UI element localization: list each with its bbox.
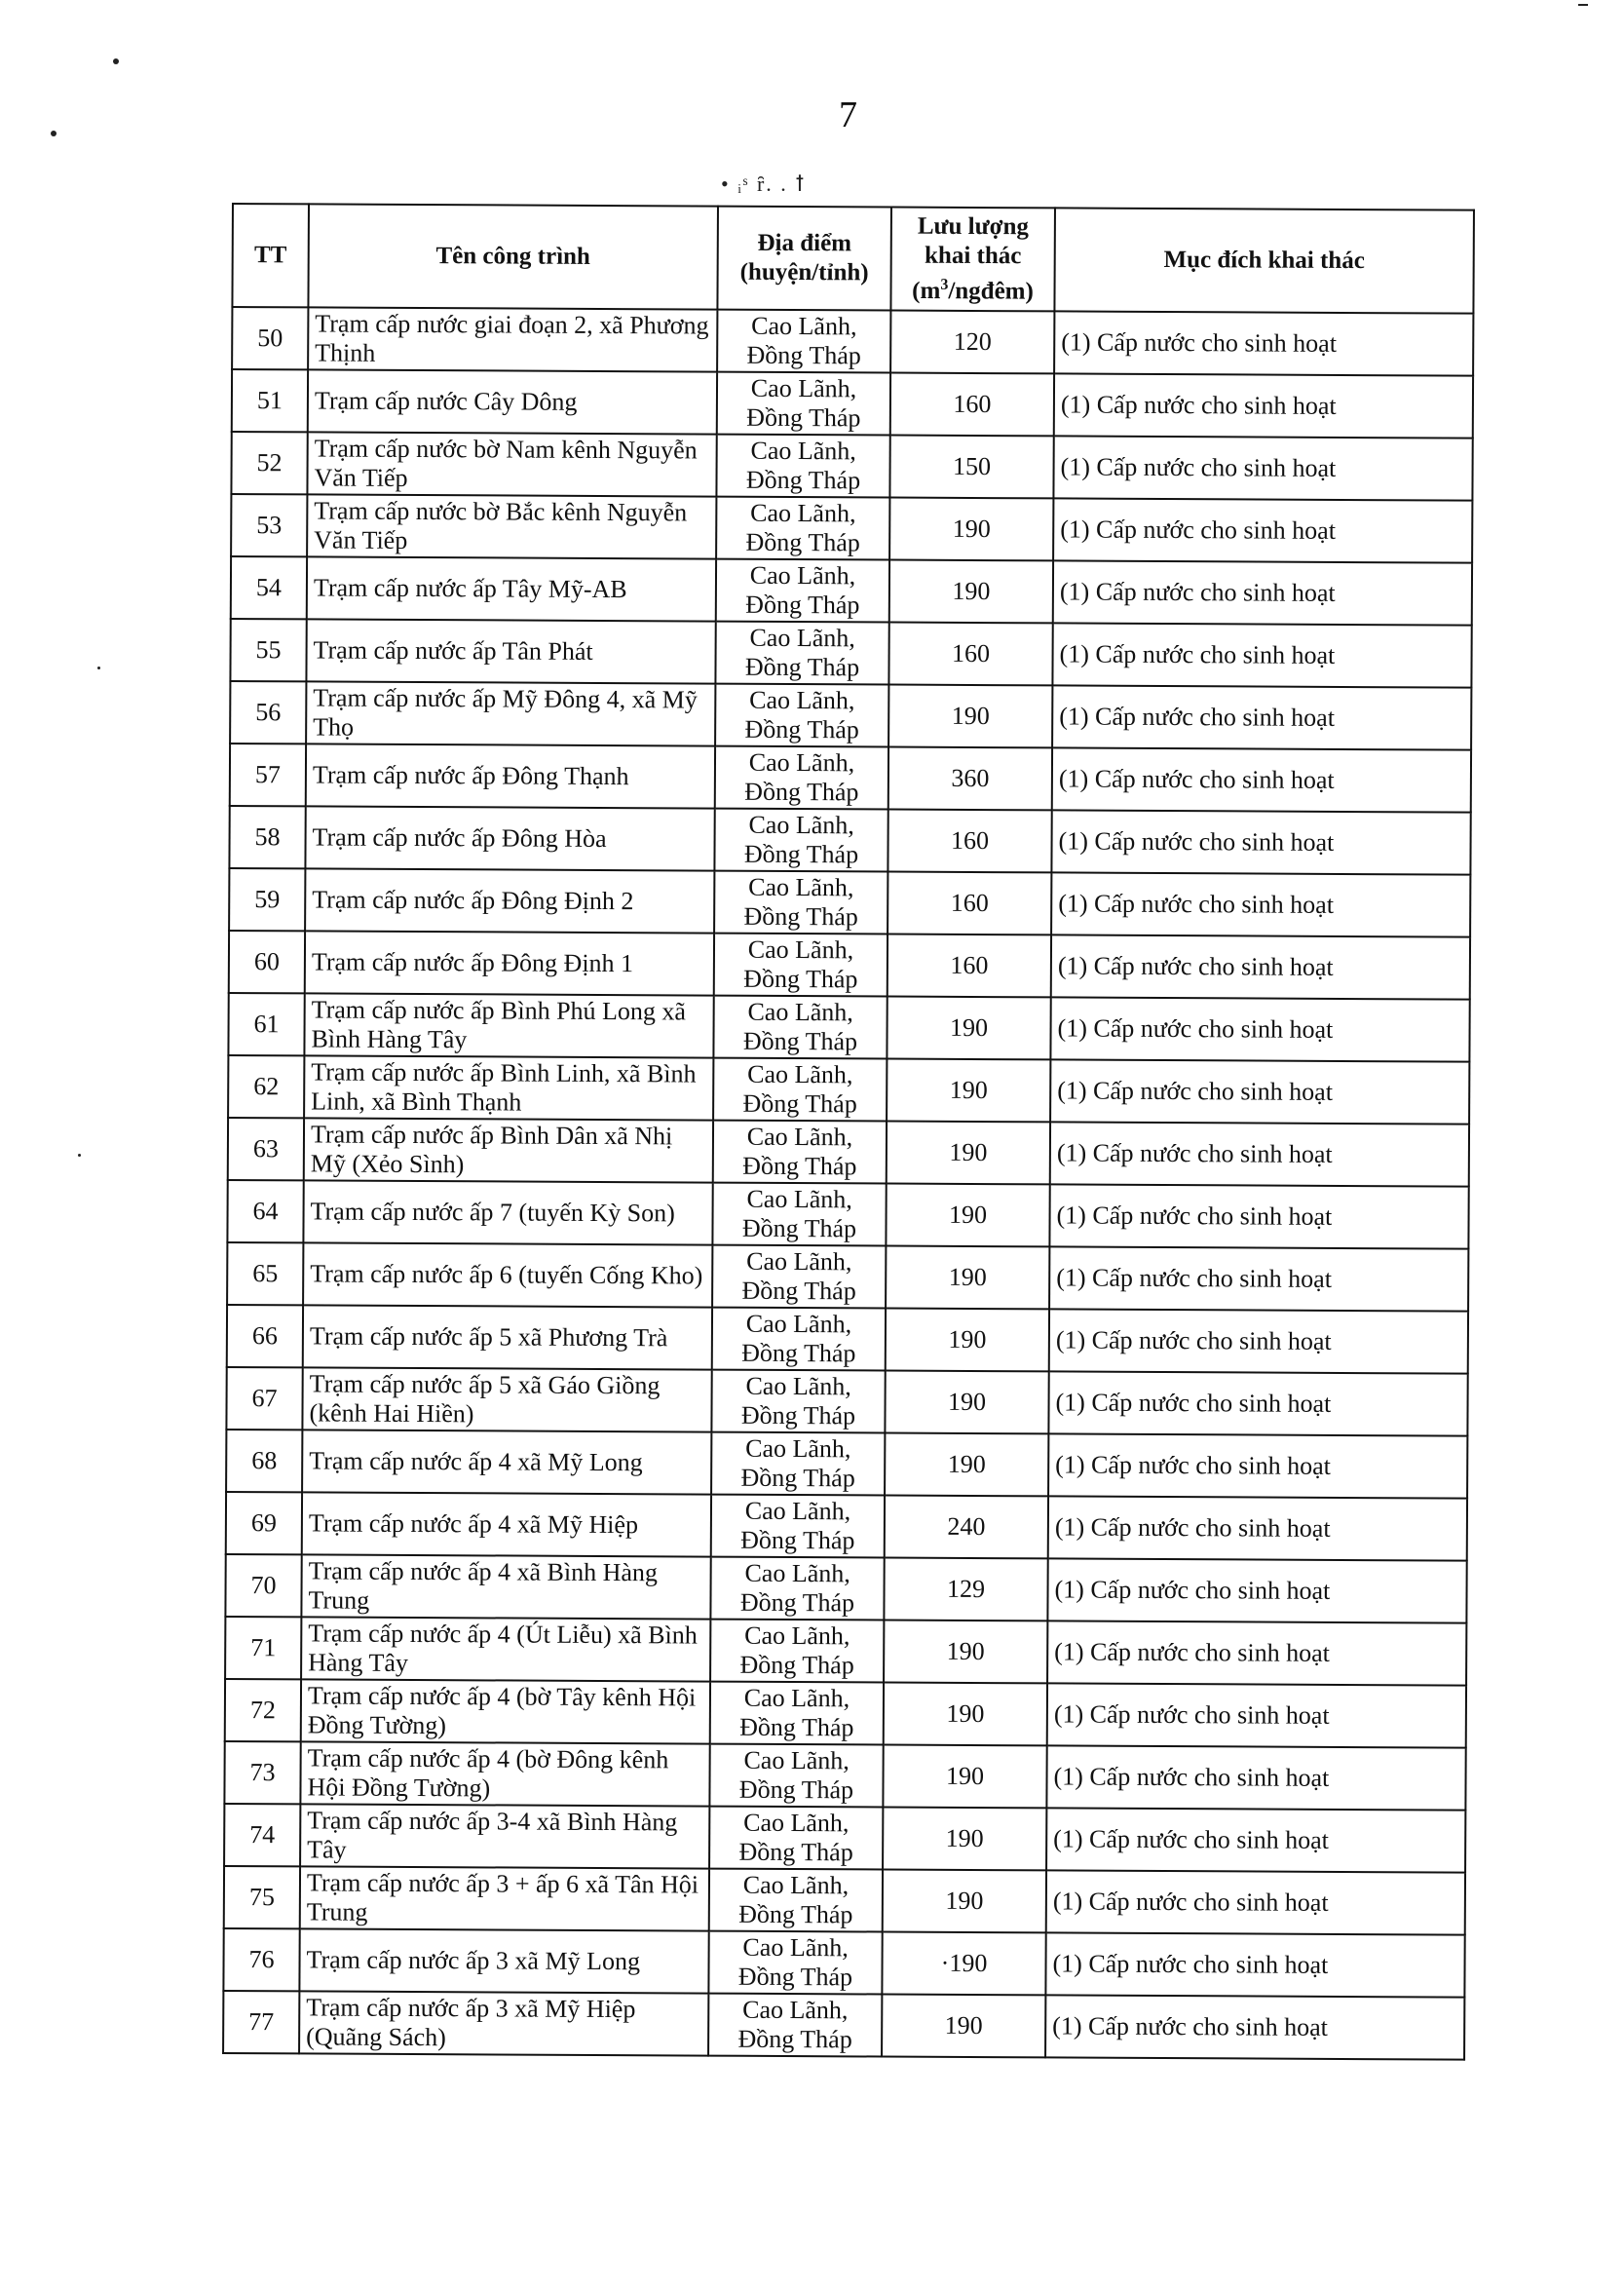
station-purpose: (1) Cấp nước cho sinh hoạt: [1046, 1808, 1465, 1872]
station-flow: 129: [884, 1558, 1047, 1621]
table-row: [229, 931, 1470, 1000]
station-flow: 160: [890, 373, 1054, 437]
station-purpose: (1) Cấp nước cho sinh hoạt: [1053, 560, 1472, 625]
station-location: Cao Lãnh, Đồng Tháp: [713, 996, 887, 1059]
station-location: Cao Lãnh, Đồng Tháp: [715, 684, 888, 747]
station-flow: 190: [884, 1621, 1047, 1684]
station-purpose: (1) Cấp nước cho sinh hoạt: [1051, 872, 1470, 936]
station-purpose: (1) Cấp nước cho sinh hoạt: [1048, 1433, 1467, 1498]
station-purpose: (1) Cấp nước cho sinh hoạt: [1050, 1059, 1469, 1124]
station-name: Trạm cấp nước ấp Tân Phát: [306, 619, 715, 683]
station-location: Cao Lãnh, Đồng Tháp: [709, 1744, 883, 1808]
row-number: 67: [226, 1367, 302, 1430]
row-number: 74: [224, 1804, 300, 1866]
station-name: Trạm cấp nước bờ Bắc kênh Nguyễn Văn Tiếp: [307, 494, 716, 558]
station-location: Cao Lãnh, Đồng Tháp: [708, 1994, 882, 2057]
station-name: Trạm cấp nước ấp 4 (Út Liễu) xã Bình Hàng Tây: [301, 1617, 710, 1681]
row-number: 69: [226, 1492, 302, 1554]
station-purpose: (1) Cấp nước cho sinh hoạt: [1045, 1932, 1464, 1997]
table-row: [229, 868, 1470, 937]
station-location: Cao Lãnh, Đồng Tháp: [717, 310, 890, 373]
station-name: Trạm cấp nước Cây Dông: [308, 369, 717, 434]
row-number: 59: [229, 868, 305, 931]
station-purpose: (1) Cấp nước cho sinh hoạt: [1049, 1246, 1468, 1311]
header-purpose: Mục đích khai thác: [1054, 208, 1474, 313]
table-row: [223, 1928, 1464, 1998]
row-number: 68: [226, 1430, 302, 1492]
station-name: Trạm cấp nước ấp 3 + ấp 6 xã Tân Hội Trung: [300, 1866, 709, 1930]
station-location: Cao Lãnh, Đồng Tháp: [710, 1682, 884, 1745]
row-number: 70: [225, 1554, 301, 1617]
row-number: 55: [230, 619, 306, 681]
station-location: Cao Lãnh, Đồng Tháp: [712, 1308, 886, 1371]
station-location: Cao Lãnh, Đồng Tháp: [709, 1869, 883, 1932]
station-purpose: (1) Cấp nước cho sinh hoạt: [1050, 997, 1469, 1061]
station-purpose: (1) Cấp nước cho sinh hoạt: [1046, 1745, 1465, 1810]
header-name: Tên công trình: [308, 204, 718, 309]
station-purpose: (1) Cấp nước cho sinh hoạt: [1054, 373, 1473, 438]
station-location: Cao Lãnh, Đồng Tháp: [716, 435, 889, 498]
station-name: Trạm cấp nước ấp 4 xã Bình Hàng Trung: [301, 1554, 710, 1619]
station-name: Trạm cấp nước ấp 5 xã Gáo Giồng (kênh Hai Hiền): [302, 1367, 711, 1431]
station-location: Cao Lãnh, Đồng Tháp: [709, 1807, 883, 1870]
table-row: [226, 1492, 1467, 1561]
row-number: 60: [229, 931, 305, 993]
station-purpose: (1) Cấp nước cho sinh hoạt: [1048, 1496, 1467, 1560]
station-purpose: (1) Cấp nước cho sinh hoạt: [1047, 1621, 1466, 1685]
row-number: 57: [230, 744, 306, 806]
row-number: 62: [228, 1055, 304, 1118]
station-flow: 190: [887, 1122, 1050, 1185]
table-header-row: [232, 204, 1474, 314]
station-purpose: (1) Cấp nước cho sinh hoạt: [1050, 1122, 1469, 1186]
station-purpose: (1) Cấp nước cho sinh hoạt: [1054, 311, 1473, 375]
station-name: Trạm cấp nước ấp 5 xã Phương Trà: [303, 1305, 712, 1369]
table-row: [225, 1554, 1466, 1623]
table-row: [230, 681, 1471, 750]
station-name: Trạm cấp nước ấp Bình Phú Long xã Bình Hàng Tây: [304, 993, 713, 1057]
table-row: [231, 432, 1472, 501]
station-location: Cao Lãnh, Đồng Tháp: [711, 1432, 885, 1496]
station-flow: 190: [886, 1309, 1049, 1372]
station-flow: ·190: [882, 1932, 1045, 1996]
row-number: 53: [231, 494, 307, 556]
station-flow: 190: [883, 1808, 1046, 1871]
station-flow: 160: [888, 623, 1052, 686]
station-name: Trạm cấp nước ấp 3 xã Mỹ Long: [299, 1928, 708, 1993]
row-number: 66: [227, 1305, 303, 1367]
station-purpose: (1) Cấp nước cho sinh hoạt: [1053, 436, 1472, 500]
station-flow: 190: [883, 1745, 1046, 1809]
station-flow: 160: [888, 810, 1051, 873]
station-purpose: (1) Cấp nước cho sinh hoạt: [1052, 685, 1471, 749]
station-location: Cao Lãnh, Đồng Tháp: [710, 1620, 884, 1683]
row-number: 72: [225, 1679, 301, 1741]
station-flow: 360: [888, 747, 1052, 811]
header-location: Địa điểm (huyện/tỉnh): [717, 207, 891, 311]
table-row: [226, 1430, 1467, 1499]
table-row: [224, 1866, 1465, 1935]
station-location: Cao Lãnh, Đồng Tháp: [714, 934, 888, 997]
table-row: [227, 1305, 1468, 1374]
station-purpose: (1) Cấp nước cho sinh hoạt: [1053, 498, 1472, 562]
station-flow: 150: [889, 436, 1053, 499]
station-purpose: (1) Cấp nước cho sinh hoạt: [1048, 1371, 1467, 1435]
station-location: Cao Lãnh, Đồng Tháp: [713, 1121, 887, 1184]
station-location: Cao Lãnh, Đồng Tháp: [716, 559, 889, 623]
table-row: [232, 369, 1473, 439]
station-name: Trạm cấp nước giai đoạn 2, xã Phương Thịnh: [308, 307, 717, 371]
station-purpose: (1) Cấp nước cho sinh hoạt: [1045, 1995, 1464, 2059]
station-location: Cao Lãnh, Đồng Tháp: [711, 1495, 885, 1558]
table-row: [225, 1617, 1466, 1686]
station-name: Trạm cấp nước ấp 3-4 xã Bình Hàng Tây: [300, 1804, 709, 1868]
station-location: Cao Lãnh, Đồng Tháp: [712, 1245, 886, 1309]
station-location: Cao Lãnh, Đồng Tháp: [714, 871, 888, 934]
table-row: [226, 1367, 1467, 1436]
station-purpose: (1) Cấp nước cho sinh hoạt: [1049, 1184, 1468, 1248]
station-name: Trạm cấp nước ấp Đông Thạnh: [306, 744, 715, 808]
station-name: Trạm cấp nước ấp 4 xã Mỹ Long: [302, 1430, 711, 1494]
table-row: [230, 744, 1471, 813]
table-row: [229, 806, 1470, 875]
station-flow: 190: [886, 1246, 1049, 1310]
station-name: Trạm cấp nước ấp 3 xã Mỹ Hiệp (Quãng Sách): [299, 1991, 708, 2055]
row-number: 63: [228, 1118, 304, 1180]
row-number: 75: [224, 1866, 300, 1928]
scan-speck: [78, 1154, 81, 1157]
station-location: Cao Lãnh, Đồng Tháp: [715, 622, 888, 685]
station-location: Cao Lãnh, Đồng Tháp: [708, 1931, 882, 1995]
table-row: [228, 1118, 1469, 1187]
table-row: [232, 307, 1473, 376]
station-purpose: (1) Cấp nước cho sinh hoạt: [1049, 1309, 1468, 1373]
station-flow: 160: [888, 872, 1051, 935]
scan-speck: [113, 58, 119, 64]
station-purpose: (1) Cấp nước cho sinh hoạt: [1047, 1683, 1466, 1747]
scan-speck: [51, 131, 57, 136]
page-number: 7: [839, 95, 857, 135]
station-location: Cao Lãnh, Đồng Tháp: [713, 1058, 887, 1122]
station-location: Cao Lãnh, Đồng Tháp: [717, 372, 890, 436]
station-name: Trạm cấp nước ấp Bình Dân xã Nhị Mỹ (Xẻo Sình): [304, 1118, 713, 1182]
station-location: Cao Lãnh, Đồng Tháp: [716, 497, 889, 560]
station-name: Trạm cấp nước ấp Đông Định 1: [305, 931, 714, 995]
station-flow: 160: [888, 934, 1051, 998]
row-number: 50: [232, 307, 308, 369]
row-number: 71: [225, 1617, 301, 1679]
station-location: Cao Lãnh, Đồng Tháp: [715, 746, 888, 810]
station-name: Trạm cấp nước ấp 6 (tuyến Cống Kho): [303, 1242, 712, 1307]
row-number: 54: [231, 556, 307, 619]
table-row: [224, 1804, 1465, 1873]
station-name: Trạm cấp nước bờ Nam kênh Nguyễn Văn Tiếp: [307, 432, 716, 496]
station-flow: 190: [886, 1184, 1049, 1247]
table-row: [228, 993, 1469, 1062]
table-row: [230, 619, 1471, 688]
station-purpose: (1) Cấp nước cho sinh hoạt: [1051, 810, 1470, 874]
station-name: Trạm cấp nước ấp Tây Mỹ-AB: [307, 556, 716, 621]
station-name: Trạm cấp nước ấp 4 (bờ Tây kênh Hội Đồng Tường): [301, 1679, 710, 1743]
station-purpose: (1) Cấp nước cho sinh hoạt: [1052, 747, 1471, 812]
station-location: Cao Lãnh, Đồng Tháp: [711, 1370, 885, 1433]
table-row: [231, 556, 1472, 626]
station-purpose: (1) Cấp nước cho sinh hoạt: [1051, 934, 1470, 999]
station-location: Cao Lãnh, Đồng Tháp: [710, 1557, 884, 1621]
station-purpose: (1) Cấp nước cho sinh hoạt: [1047, 1558, 1466, 1622]
row-number: 56: [230, 681, 306, 744]
station-location: Cao Lãnh, Đồng Tháp: [712, 1183, 886, 1246]
station-flow: 190: [884, 1683, 1047, 1746]
station-name: Trạm cấp nước ấp Đông Định 2: [305, 868, 714, 933]
station-name: Trạm cấp nước ấp Bình Linh, xã Bình Linh, xã Bình Thạnh: [304, 1055, 713, 1120]
header-marks: • ᵢˢ ȓ. . ꝉ: [721, 172, 807, 196]
station-flow: 120: [890, 311, 1054, 374]
table-row: [227, 1180, 1468, 1249]
water-stations-table: [222, 203, 1475, 2061]
station-flow: 190: [885, 1371, 1048, 1434]
station-flow: 190: [887, 1059, 1050, 1123]
row-number: 64: [227, 1180, 303, 1242]
station-name: Trạm cấp nước ấp Đông Hòa: [305, 806, 714, 870]
header-tt: TT: [232, 204, 309, 307]
row-number: 51: [232, 369, 308, 432]
station-flow: 190: [889, 498, 1053, 561]
station-flow: 190: [887, 997, 1050, 1060]
header-flow: Lưu lượng khai thác $(m^3/ngđêm)$: [890, 208, 1055, 312]
row-number: 77: [223, 1991, 299, 2053]
row-number: 76: [223, 1928, 299, 1991]
row-number: 61: [228, 993, 304, 1055]
table-row: [228, 1055, 1469, 1125]
row-number: 58: [229, 806, 305, 868]
station-flow: 190: [883, 1870, 1046, 1933]
table-row: [231, 494, 1472, 563]
scan-speck: [1578, 4, 1588, 6]
station-name: Trạm cấp nước ấp 4 (bờ Đông kênh Hội Đồng Tường): [300, 1741, 709, 1806]
table-row: [225, 1679, 1466, 1748]
station-name: Trạm cấp nước ấp 7 (tuyến Kỳ Son): [303, 1180, 712, 1244]
station-purpose: (1) Cấp nước cho sinh hoạt: [1046, 1870, 1465, 1934]
station-flow: 190: [885, 1433, 1048, 1497]
station-flow: 240: [885, 1496, 1048, 1559]
row-number: 73: [224, 1741, 300, 1804]
station-flow: 190: [888, 685, 1052, 748]
row-number: 52: [231, 432, 307, 494]
station-flow: 190: [889, 560, 1053, 624]
table-row: [227, 1242, 1468, 1312]
station-name: Trạm cấp nước ấp 4 xã Mỹ Hiệp: [302, 1492, 711, 1556]
station-purpose: (1) Cấp nước cho sinh hoạt: [1052, 623, 1471, 687]
table-row: [223, 1991, 1464, 2060]
station-name: Trạm cấp nước ấp Mỹ Đông 4, xã Mỹ Thọ: [306, 681, 715, 745]
scan-speck: [97, 667, 100, 669]
table-row: [224, 1741, 1465, 1811]
row-number: 65: [227, 1242, 303, 1305]
station-flow: 190: [882, 1995, 1045, 2058]
station-location: Cao Lãnh, Đồng Tháp: [714, 809, 888, 872]
